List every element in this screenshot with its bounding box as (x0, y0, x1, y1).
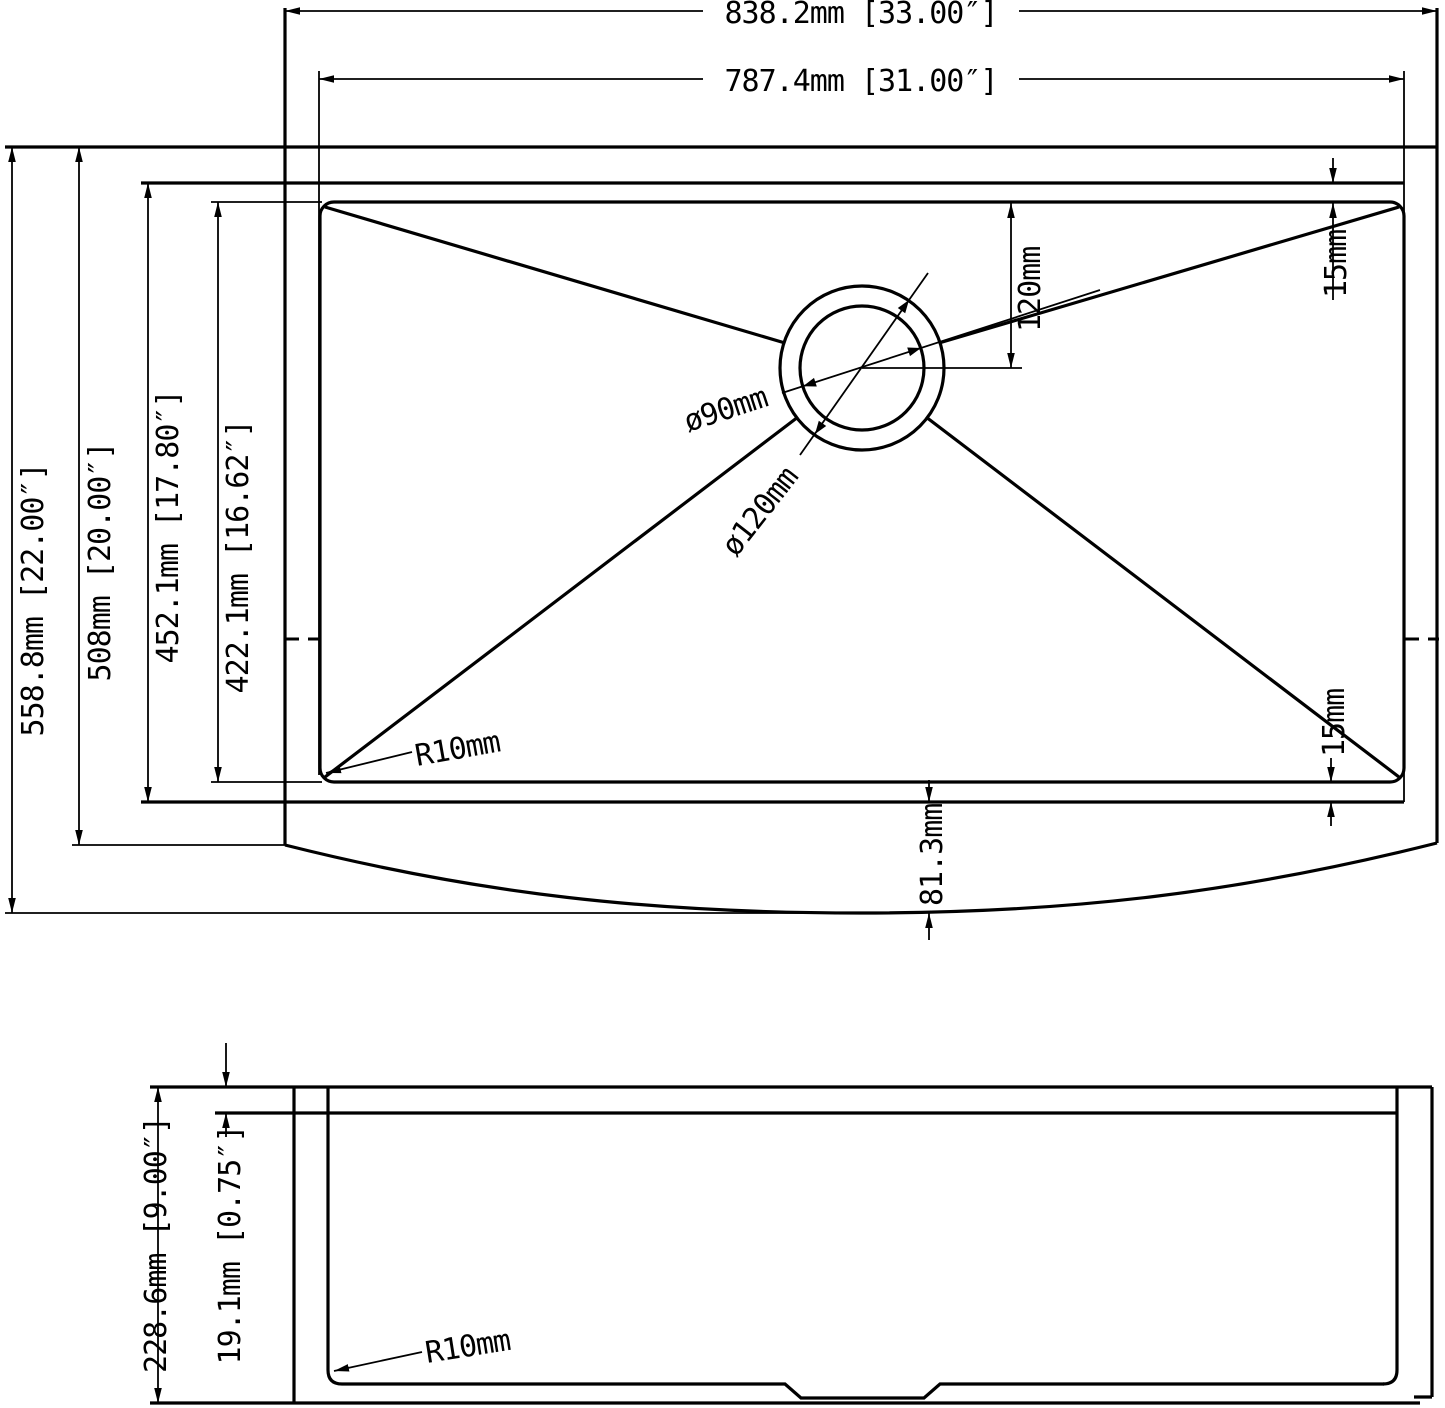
dim-bowl-width (319, 64, 1404, 99)
dim-apron-overhang-label: 81.3mm (915, 803, 950, 906)
dim-bowl-depth-label: 422.1mm [16.62″] (221, 420, 256, 694)
bowl-outline (320, 202, 1404, 782)
dim-inner-rim-depth-label: 452.1mm [17.80″] (151, 390, 186, 664)
dim-drain-inner-dia-label: ø90mm (679, 379, 772, 440)
dim-bowl-width-label: 787.4mm [31.00″] (724, 64, 998, 99)
bowl-bottom-with-drain-recess (342, 1384, 1384, 1398)
dim-corner-radius-side-label: R10mm (422, 1322, 513, 1371)
dim-rim-thickness-label: 19.1mm [0.75″] (213, 1125, 248, 1365)
dim-corner-radius-top (326, 725, 502, 774)
dim-overall-depth-label: 558.8mm [22.00″] (16, 463, 51, 737)
top-view (5, 0, 1439, 940)
dim-rim-depth-label: 508mm [20.00″] (83, 442, 118, 682)
dim-overall-width-label: 838.2mm [33.00″] (724, 0, 998, 31)
side-outline (150, 1087, 1432, 1403)
sink-outline (5, 8, 1437, 913)
dim-bowl-depth (211, 202, 322, 782)
dim-inner-rim-depth (148, 183, 186, 802)
dim-corner-radius-side (334, 1323, 513, 1371)
dim-drain-outer-dia-label: ø120mm (714, 460, 806, 563)
bowl-right-wall (1383, 1087, 1397, 1384)
dim-corner-radius-top-label: R10mm (412, 724, 503, 774)
dim-overall-width (285, 0, 1437, 31)
dim-side-height (139, 1087, 174, 1403)
dim-margin-bottom (1317, 689, 1352, 826)
apron-front-curve (285, 843, 1437, 913)
dim-drain-offset-label: 120mm (1013, 246, 1048, 332)
dim-margin-top-label: 15mm (1319, 229, 1354, 298)
dim-apron-overhang (915, 780, 950, 940)
bowl-left-wall (328, 1087, 342, 1384)
dim-margin-bottom-label: 15mm (1317, 688, 1352, 757)
side-view (139, 1043, 1432, 1403)
dim-rim-thickness (213, 1043, 248, 1364)
bowl-diagonals (325, 207, 1399, 777)
dim-drain-offset (1011, 203, 1048, 368)
dim-side-height-label: 228.6mm [9.00″] (139, 1117, 174, 1373)
